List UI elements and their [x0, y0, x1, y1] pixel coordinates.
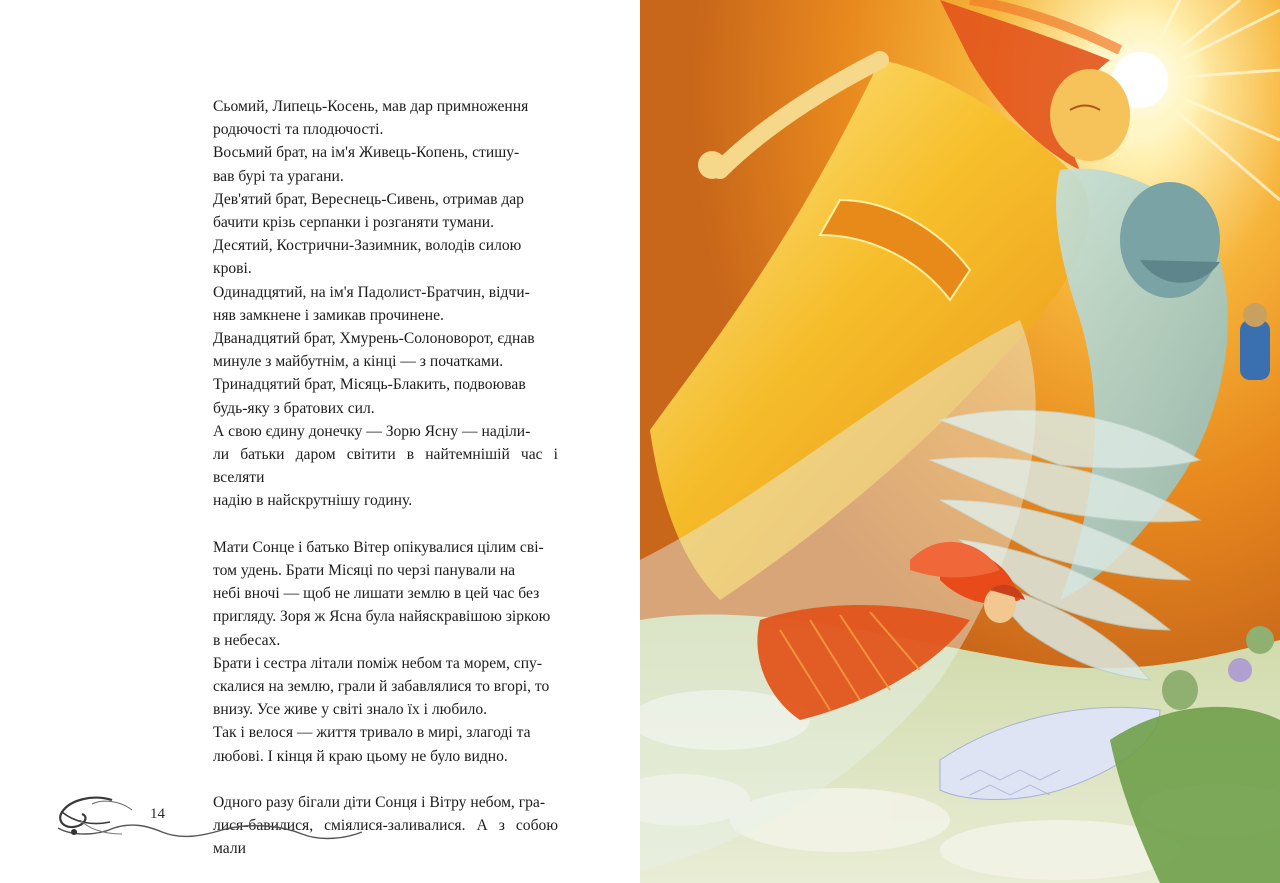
- text-line: Десятий, Кострични-Зазимник, володів силою: [213, 237, 522, 255]
- text-line: минуле з майбутнім, а кінці — з початками.: [213, 353, 504, 371]
- text-line: небі вночі — щоб не лишати землю в цей час без: [213, 585, 540, 603]
- text-line: внизу. Усе живе у світі знало їх і любило.: [213, 701, 488, 719]
- text-line: Сьомий, Липець-Косень, мав дар примноження: [213, 98, 529, 115]
- flourish-icon: [52, 792, 372, 852]
- story-text: [213, 95, 558, 861]
- page-number: 14: [150, 806, 165, 822]
- text-line: вав бурі та урагани.: [213, 167, 344, 185]
- text-line: Так і велося — життя тривало в мирі, злагоді та: [213, 724, 531, 742]
- text-line: Мати Сонце і батько Вітер опікувалися цілим сві-: [213, 538, 544, 556]
- text-line: любові. І кінця й краю цьому не було видно.: [213, 747, 508, 765]
- text-line: А свою єдину донечку — Зорю Ясну — наділи-: [213, 422, 531, 440]
- text-line: родючості та плодючості.: [213, 121, 384, 139]
- illustration: [640, 0, 1280, 883]
- text-line: лися-бавилися, сміялися-заливалися. А з собою мали: [213, 817, 558, 858]
- text-line: Дев'ятий брат, Вереснець-Сивень, отримав дар: [213, 190, 524, 208]
- text-line: бачити крізь серпанки і розганяти тумани.: [213, 214, 494, 232]
- text-line: ли батьки даром світити в найтемнішій час і вселяти: [213, 446, 558, 487]
- text-line: скалися на землю, грали й забавлялися то вгорі, то: [213, 678, 550, 696]
- text-line: надію в найскрутнішу годину.: [213, 492, 413, 510]
- text-line: крові.: [213, 260, 252, 278]
- text-line: Тринадцятий брат, Місяць-Блакить, подвоював: [213, 376, 526, 394]
- text-line: Одного разу бігали діти Сонця і Вітру небом, гра-: [213, 794, 546, 812]
- text-line: няв замкнене і замикав прочинене.: [213, 306, 444, 324]
- text-line: Восьмий брат, на ім'я Живець-Копень, стишу-: [213, 144, 520, 162]
- text-line: в небесах.: [213, 631, 281, 649]
- text-line: Брати і сестра літали поміж небом та морем, спу-: [213, 654, 543, 672]
- sun-and-wind-illustration: [640, 0, 1280, 883]
- text-line: Одинадцятий, на ім'я Падолист-Братчин, відчи-: [213, 283, 530, 301]
- text-line: Дванадцятий брат, Хмурень-Солоноворот, єднав: [213, 330, 535, 348]
- page-number-ornament: [52, 792, 372, 852]
- text-line: том удень. Брати Місяці по черзі панували на: [213, 562, 516, 580]
- text-line: будь-яку з братових сил.: [213, 399, 375, 417]
- text-line: пригляду. Зоря ж Ясна була найяскравішою зіркою: [213, 608, 551, 626]
